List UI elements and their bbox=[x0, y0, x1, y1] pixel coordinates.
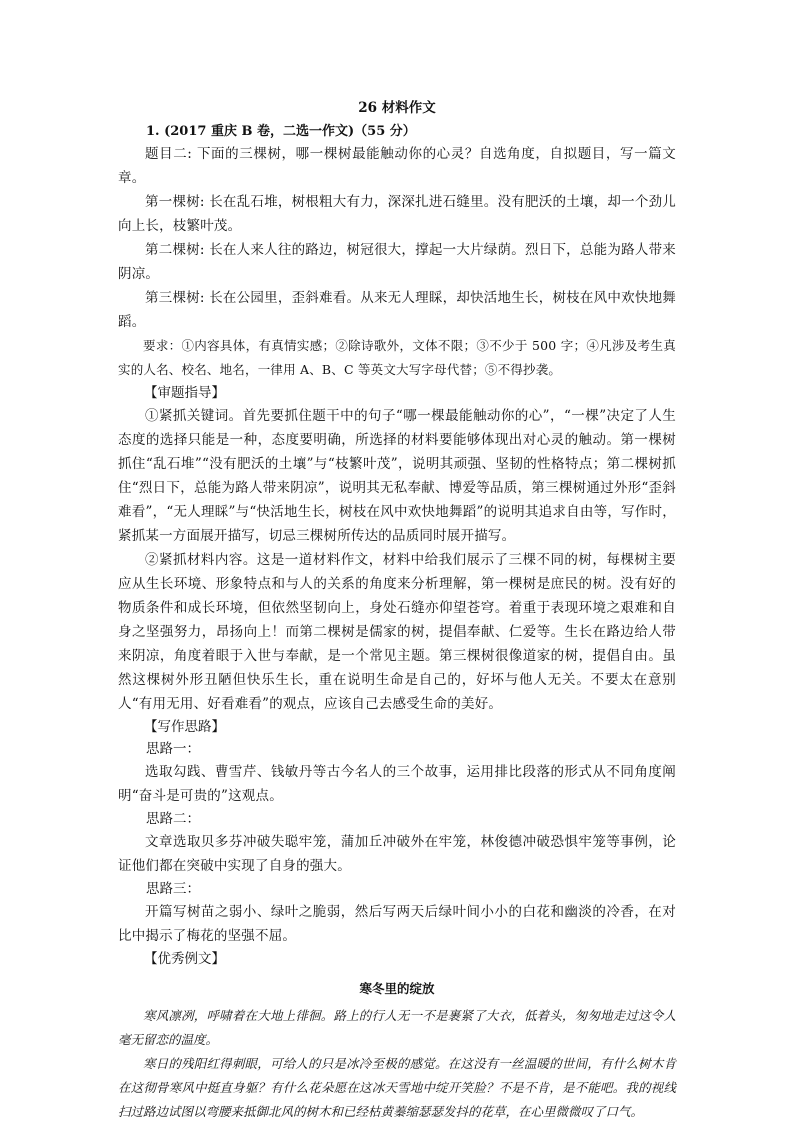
idea1-label: 思路一： bbox=[146, 741, 200, 757]
idea2-label: 思路二： bbox=[146, 811, 200, 827]
document-title: 26 材料作文 bbox=[358, 100, 436, 116]
essay-title: 寒冬里的绽放 bbox=[359, 981, 435, 996]
section-ideas-heading: 【写作思路】 bbox=[144, 719, 225, 735]
requirements-paragraph: 要求：①内容具体，有真情实感；②除诗歌外，文体不限；③不少于 500 字；④凡涉及考生真实的人名、校名、地名，一律用 A、B、C 等英文大写字母代替；⑤不得抄袭。 bbox=[118, 338, 676, 377]
guidance-paragraph-1: ①紧抓关键词。首先要抓住题干中的句子“哪一棵最能触动你的心”，“一棵”决定了人生态度的选择只能是一种，态度要明确，所选择的材料要能够体现出对心灵的触动。第一棵树抓住“乱石堆”“没有肥沃的土壤”与“枝繁叶茂”，说明其顽强、坚韧的性格特点；第二棵树抓住“烈日下，总能为路人带来阴凉”，说明其无私奉献、博爱等品质，第三棵树通过外形“歪斜难看”，“无人理睬”与“快活地生长，树枝在风中欢快地舞蹈”的说明其追求自由等，写作时，紧抓某一方面展开描写，切忌三棵树所传达的品质同时展开描写。 bbox=[118, 408, 676, 544]
essay-paragraph-1: 寒风凛冽，呼啸着在大地上徘徊。路上的行人无一不是裹紧了大衣，低着头，匆匆地走过这令人毫无留恋的温度。 bbox=[118, 1008, 676, 1047]
tree3-paragraph: 第三棵树: 长在公园里，歪斜难看。从来无人理睬，却快活地生长，树枝在风中欢快地舞蹈。 bbox=[118, 290, 676, 330]
section-example-heading: 【优秀例文】 bbox=[144, 951, 225, 967]
section-guidance-heading: 【审题指导】 bbox=[144, 385, 225, 401]
document-page bbox=[118, 98, 676, 1124]
essay-paragraph-2: 寒日的残阳红得刺眼，可给人的只是冰冷至极的感觉。在这没有一丝温暖的世间，有什么树木肯在这彻骨寒风中挺直身躯？有什么花朵愿在这冰天雪地中绽开笑脸？不是不肯，是不能吧。我的视线扫过路边试图以弯腰来抵御北风的树木和已经枯黄蓁缩瑟瑟发抖的花草，在心里微微叹了口气。 bbox=[118, 1056, 676, 1119]
idea1-text: 选取勾践、曹雪芹、钱敏丹等古今名人的三个故事，运用排比段落的形式从不同角度阐明“奋斗是可贵的”这观点。 bbox=[118, 764, 676, 804]
guidance-paragraph-2: ②紧抓材料内容。这是一道材料作文，材料中给我们展示了三棵不同的树，每棵树主要应从生长环境、形象特点和与人的关系的角度来分析理解，第一棵树是庶民的树。没有好的物质条件和成长环境，但依然坚韧向上，身处石缝亦仰望苍穹。着重于表现环境之艰难和自身之坚强努力，昂扬向上！而第二棵树是儒家的树，提倡奉献、仁爱等。生长在路边给人带来阴凉，角度着眼于入世与奉献，是一个常见主题。第三棵树很像道家的树，提倡自由。虽然这棵树外形丑陋但快乐生长，重在说明生命是自己的，好坏与他人无关。不要太在意别人“有用无用、好看难看”的观点，应该自己去感受生命的美好。 bbox=[118, 552, 676, 712]
question-header: 1. (2017 重庆 B 卷，二选一作文)（55 分） bbox=[146, 124, 416, 139]
tree1-paragraph: 第一棵树: 长在乱石堆，树根粗大有力，深深扎进石缝里。没有肥沃的土壤，却一个劲儿向上长，枝繁叶茂。 bbox=[118, 194, 676, 234]
idea3-text: 开篇写树苗之弱小、绿叶之脆弱，然后写两天后绿叶间小小的白花和幽淡的冷香，在对比中揭示了梅花的坚强不屈。 bbox=[118, 904, 676, 944]
idea2-text: 文章选取贝多芬冲破失聪牢笼，蒲加丘冲破外在牢笼，林俊德冲破恐惧牢笼等事例，论证他们都在突破中实现了自身的强大。 bbox=[118, 834, 676, 874]
prompt-paragraph: 题目二: 下面的三棵树，哪一棵树最能触动你的心灵？自选角度，自拟题目，写一篇文章。 bbox=[118, 146, 676, 186]
idea3-label: 思路三： bbox=[146, 881, 200, 897]
tree2-paragraph: 第二棵树: 长在人来人往的路边，树冠很大，撑起一大片绿荫。烈日下，总能为路人带来阴凉。 bbox=[118, 242, 676, 282]
